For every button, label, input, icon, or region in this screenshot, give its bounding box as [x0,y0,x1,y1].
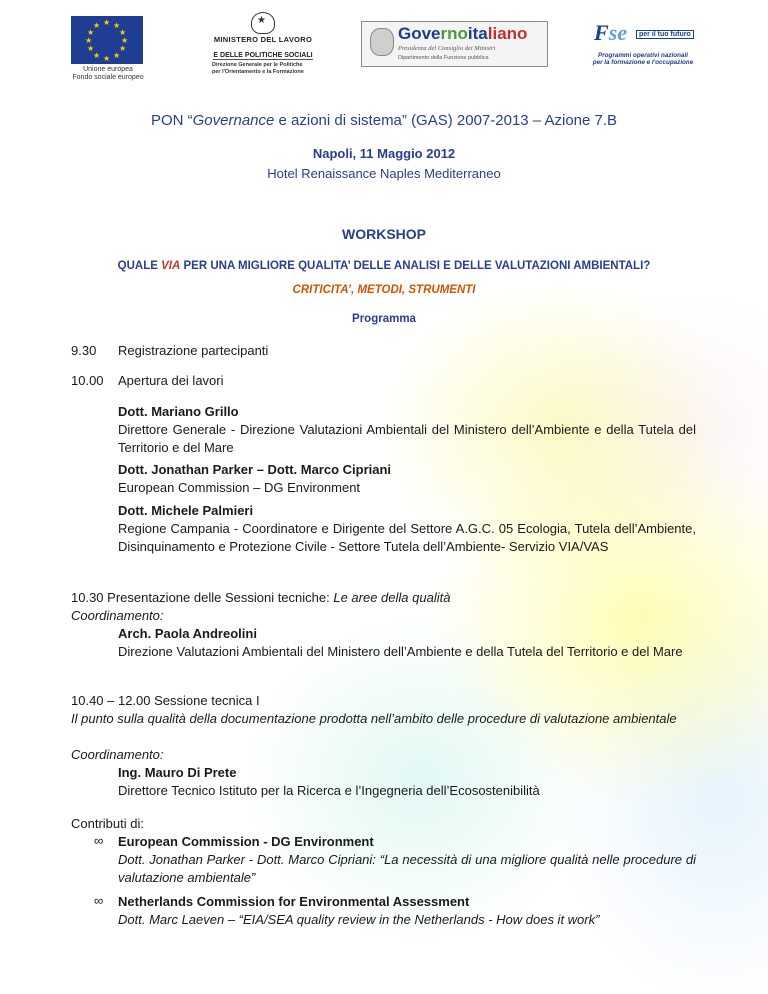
agenda-item: 10.30 Presentazione delle Sessioni tecniche: Le aree della qualità [71,590,451,605]
speaker-name: Dott. Mariano Grillo [118,404,239,419]
governo-italiano-logo: Governoitaliano Presidenza del Consiglio dei Ministri Dipartimento della Funzione pubblica [361,21,548,67]
event-date: Napoli, 11 Maggio 2012 [312,146,456,161]
agenda-time: 9.30 [71,343,97,358]
speaker-name: Dott. Jonathan Parker – Dott. Marco Cipriani [118,462,392,477]
bullet-icon: ∞ [94,893,104,908]
event-venue: Hotel Renaissance Naples Mediterraneo [267,166,501,181]
contributor-org: Netherlands Commission for Environmental Assessment [118,894,470,909]
speaker-role: European Commission – DG Environment [118,480,361,495]
agenda-item: Registrazione partecipanti [118,343,269,358]
programme-title: PON “Governance e azioni di sistema” (GAS) 2007-2013 – Azione 7.B [150,112,618,129]
coordinator-name: Arch. Paola Andreolini [118,626,257,641]
coordinator-name: Ing. Mauro Di Prete [118,765,237,780]
speaker-role: Direttore Generale - Direzione Valutazioni Ambientali del Ministero dell’Ambiente e della Tutela del Territorio e del Mare [118,422,696,455]
agenda-time: 10.00 [71,373,104,388]
contributions-label: Contributi di: [71,816,144,831]
ministry-logo: ★ MINISTERO DEL LAVORO E DELLE POLITICHE SOCIALI Direzione Generale per le Politiche per l'Orientamento e la Formazione [208,12,318,67]
workshop-subject: QUALE VIA PER UNA MIGLIORE QUALITA’ DELLE ANALISI E DELLE VALUTAZIONI AMBIENTALI? [117,260,651,272]
workshop-heading: WORKSHOP [342,226,426,242]
coordinator-role: Direzione Valutazioni Ambientali del Ministero dell’Ambiente e della Tutela del Territorio e del Mare [118,644,683,659]
contributor-org: European Commission - DG Environment [118,834,374,849]
programme-heading: Programma [352,313,416,325]
agenda-item: 10.40 – 12.00 Sessione tecnica I [71,693,260,708]
republic-emblem-icon [370,28,394,56]
speaker-name: Dott. Michele Palmieri [118,503,254,518]
coordinator-role: Direttore Tecnico Istituto per la Ricerca e l’Ingegneria dell’Ecosostenibilità [118,783,540,798]
workshop-subtitle: CRITICITA’, METODI, STRUMENTI [292,284,476,296]
coordination-label: Coordinamento: [71,608,164,623]
session-theme: Il punto sulla qualità della documentazione prodotta nell’ambito delle procedure di valutazione ambientale [71,711,677,726]
agenda-item: Apertura dei lavori [118,373,224,388]
eu-flag-logo: ★ ★ ★ ★ ★ ★ ★ ★ ★ ★ ★ ★ [71,16,143,64]
coordination-label: Coordinamento: [71,747,164,762]
bullet-icon: ∞ [94,833,104,848]
speaker-role: Regione Campania - Coordinatore e Dirigente del Settore A.G.C. 05 Ecologia, Tutela dell’Ambiente, Disinquinamento e Protezione Civile - Settore Tutela dell’Ambiente- Servizio VIA/VAS [118,521,696,554]
fse-logo: Fse per il tuo futuro Programmi operativi nazionali per la formazione e l'occupazione [592,20,694,66]
contribution-talk: Dott. Marc Laeven – “EIA/SEA quality review in the Netherlands - How does it work” [118,912,600,927]
contribution-talk: Dott. Jonathan Parker - Dott. Marco Cipriani: “La necessità di una migliore qualità nelle procedure di valutazione ambientale” [118,852,696,885]
republic-emblem-icon [251,12,275,34]
eu-caption: Unione europea Fondo sociale europeo [72,66,144,81]
